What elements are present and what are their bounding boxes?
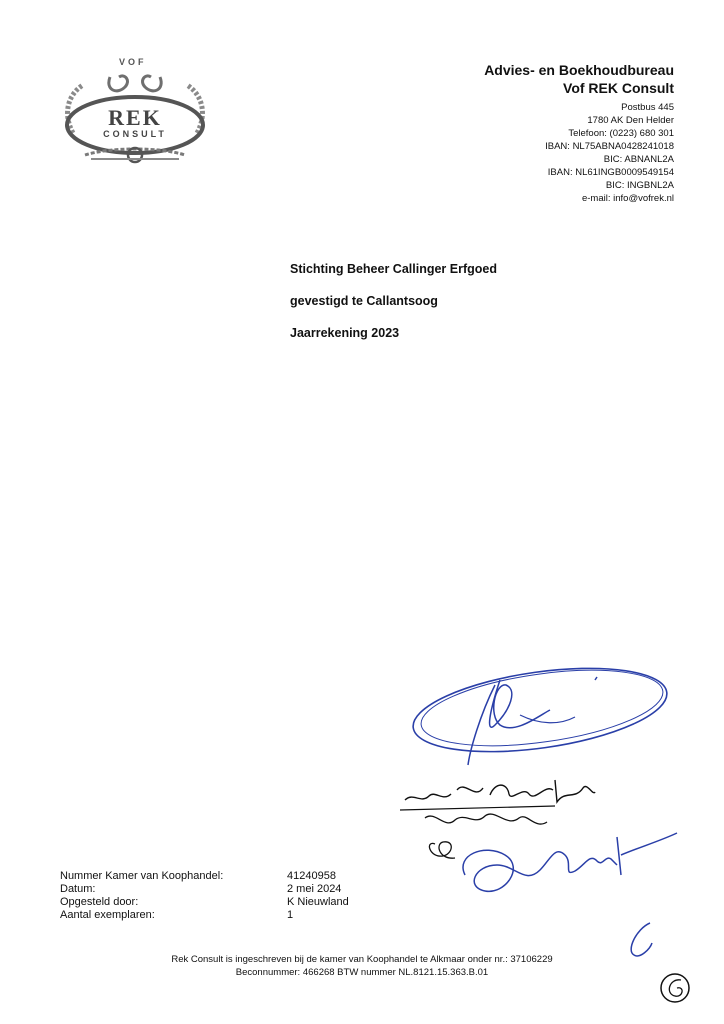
signature-blue-scribble	[445, 815, 685, 910]
firm-email: e-mail: info@vofrek.nl	[581, 193, 674, 204]
meta-row	[60, 896, 349, 909]
meta-label-kvk: Nummer Kamer van Koophandel:	[60, 870, 224, 882]
signature-handwritten-note	[395, 770, 605, 880]
firm-name-line1: Advies- en Boekhoudbureau	[484, 62, 674, 78]
firm-bic-2: BIC: INGBNL2A	[605, 180, 674, 191]
meta-label-date: Datum:	[60, 883, 96, 895]
meta-row	[60, 870, 349, 883]
firm-address-block	[484, 62, 674, 205]
firm-postcode-city: 1780 AK Den Helder	[587, 115, 674, 126]
meta-value-copies: 1	[287, 909, 294, 921]
footer-tax-numbers: Beconnummer: 466268 BTW nummer NL.8121.15.363.B.01	[235, 967, 489, 978]
firm-iban-2: IBAN: NL61INGB0009549154	[547, 167, 674, 178]
organisation-name: Stichting Beheer Callinger Erfgoed	[290, 262, 497, 276]
logo-sub-text: CONSULT	[103, 129, 167, 139]
organisation-location: gevestigd te Callantsoog	[290, 294, 438, 308]
firm-iban-1: IBAN: NL75ABNA0428241018	[545, 141, 674, 152]
document-titles	[290, 262, 497, 358]
meta-row	[60, 883, 349, 896]
document-title: Jaarrekening 2023	[290, 326, 400, 340]
logo-main-text: REK	[108, 105, 162, 130]
page-footer	[0, 953, 724, 979]
meta-value-kvk: 41240958	[287, 870, 336, 882]
firm-postbus: Postbus 445	[621, 102, 674, 113]
meta-value-date: 2 mei 2024	[287, 883, 342, 895]
logo-top-text: VOF	[119, 57, 147, 67]
signature-blue-oval	[400, 655, 680, 775]
document-metadata	[60, 870, 349, 922]
meta-label-copies: Aantal exemplaren:	[60, 909, 155, 921]
meta-label-prepared-by: Opgesteld door:	[60, 896, 139, 908]
meta-row	[60, 909, 349, 922]
firm-bic-1: BIC: ABNANL2A	[603, 154, 674, 165]
meta-value-prepared-by: K Nieuwland	[287, 896, 349, 908]
company-logo	[55, 55, 215, 175]
firm-name-line2: Vof REK Consult	[563, 79, 674, 96]
firm-telephone: Telefoon: (0223) 680 301	[568, 128, 674, 139]
footer-registration: Rek Consult is ingeschreven bij de kamer van Koophandel te Alkmaar onder nr.: 37106229	[171, 954, 553, 965]
